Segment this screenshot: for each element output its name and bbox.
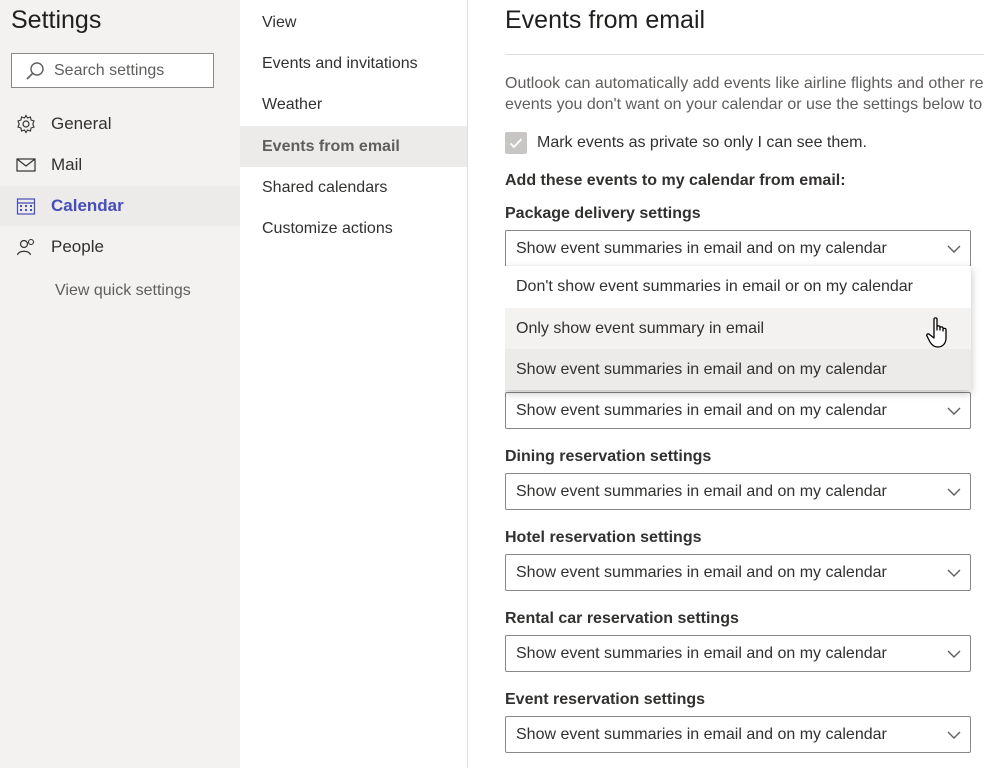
subnav-item-shared-calendars[interactable]: Shared calendars	[262, 178, 388, 196]
nav-label: Calendar	[51, 196, 124, 215]
search-placeholder: Search settings	[54, 61, 165, 79]
rental-car-reservation-label: Rental car reservation settings	[505, 610, 739, 627]
dining-reservation-label: Dining reservation settings	[505, 448, 712, 465]
nav-item-general[interactable]	[0, 104, 240, 144]
subnav-item-view[interactable]: View	[262, 13, 297, 31]
checkmark-icon[interactable]	[505, 132, 527, 154]
package-delivery-dropdown-list	[505, 266, 971, 390]
subnav-item-customize-actions[interactable]: Customize actions	[262, 219, 393, 237]
settings-title: Settings	[11, 6, 102, 34]
dropdown-option-email-and-calendar[interactable]: Show event summaries in email and on my calendar	[505, 349, 971, 390]
event-reservation-label: Event reservation settings	[505, 691, 706, 708]
select-value: Show event summaries in email and on my calendar	[516, 482, 887, 500]
nav-label: Mail	[51, 155, 83, 174]
subnav-item-weather[interactable]: Weather	[262, 95, 323, 113]
dropdown-option-email-only[interactable]: Only show event summary in email	[505, 308, 971, 349]
chevron-down-icon	[946, 649, 962, 659]
rental-car-reservation-select[interactable]	[505, 635, 971, 672]
description-line: events you don't want on your calendar or use the settings below to	[505, 96, 983, 113]
chevron-down-icon	[946, 244, 962, 254]
mail-icon	[15, 154, 37, 176]
nav-label: People	[51, 237, 104, 256]
chevron-down-icon	[946, 406, 962, 416]
subnav-item-events-from-email[interactable]: Events from email	[240, 126, 467, 167]
calendar-icon	[15, 195, 37, 217]
nav-item-people[interactable]	[0, 227, 240, 267]
calendar-subnav	[240, 0, 468, 768]
events-from-email-panel	[505, 0, 984, 768]
description	[505, 73, 984, 115]
private-events-checkbox[interactable]	[505, 132, 867, 154]
select-value: Show event summaries in email and on my calendar	[516, 239, 887, 257]
description-line: Outlook can automatically add events like airline flights and other re	[505, 75, 984, 92]
nav-item-calendar[interactable]	[0, 186, 240, 226]
nav-item-mail[interactable]	[0, 145, 240, 185]
hotel-reservation-label: Hotel reservation settings	[505, 529, 702, 546]
chevron-down-icon	[946, 487, 962, 497]
hand-cursor-icon	[925, 316, 953, 350]
settings-left-pane	[0, 0, 240, 768]
hotel-reservation-select[interactable]	[505, 554, 971, 591]
people-icon	[15, 236, 37, 258]
section-heading: Add these events to my calendar from email:	[505, 172, 846, 189]
select-value: Show event summaries in email and on my calendar	[516, 563, 887, 581]
select-value: Show event summaries in email and on my calendar	[516, 401, 887, 419]
search-icon	[24, 60, 46, 82]
page-title: Events from email	[505, 6, 706, 34]
nav-label: General	[51, 114, 112, 133]
subnav-item-events-invitations[interactable]: Events and invitations	[262, 54, 418, 72]
dropdown-option-dont-show[interactable]: Don't show event summaries in email or on my calendar	[516, 277, 913, 295]
select-value: Show event summaries in email and on my calendar	[516, 725, 887, 743]
chevron-down-icon	[946, 730, 962, 740]
view-quick-settings-link[interactable]: View quick settings	[55, 282, 191, 299]
divider	[505, 54, 984, 55]
package-delivery-select[interactable]	[505, 230, 971, 267]
event-reservation-select[interactable]	[505, 716, 971, 753]
package-delivery-label: Package delivery settings	[505, 205, 701, 222]
select-value: Show event summaries in email and on my calendar	[516, 644, 887, 662]
search-input[interactable]	[11, 53, 214, 88]
checkbox-label: Mark events as private so only I can see them.	[537, 134, 867, 151]
dining-reservation-select[interactable]	[505, 473, 971, 510]
chevron-down-icon	[946, 568, 962, 578]
gear-icon	[15, 113, 37, 135]
flight-reservation-select[interactable]	[505, 392, 971, 429]
